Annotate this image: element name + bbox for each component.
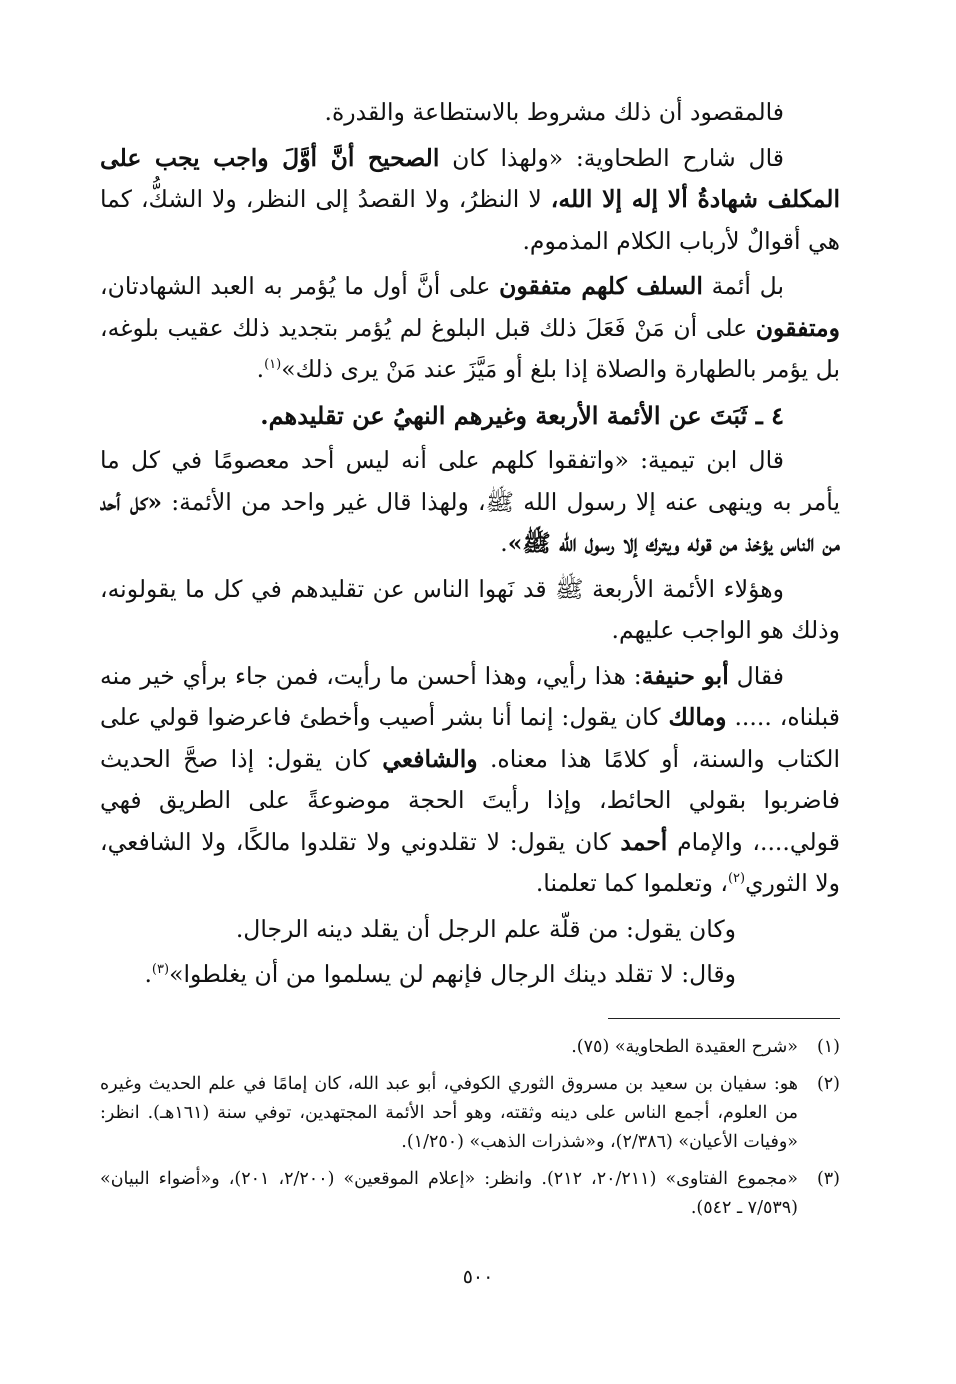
paragraph-text: كان يقول: إنما أنا بشر أصيب وأخطئ فاعرضوا قولي على الكتاب والسنة، أو كلامًا هذا معناه. — [100, 703, 840, 773]
paragraph-2 — [100, 138, 840, 263]
paragraph-text: كان يقول: لا تقلدوني ولا تقلدوا مالكًا، ولا الشافعي، ولا الثوري — [100, 827, 840, 897]
imam-name: أحمد — [620, 827, 668, 856]
bold-phrase: ومتفقون — [755, 313, 840, 342]
paragraph-text: بل أئمة — [702, 272, 784, 300]
footnote-1 — [100, 1033, 840, 1062]
footnote-2 — [100, 1070, 840, 1157]
paragraph-text: فالمقصود أن ذلك مشروط بالاستطاعة والقدرة. — [324, 98, 784, 126]
footnote-number: (٣) — [816, 1168, 840, 1189]
bold-phrase: الصحيح أنَّ أوَّلَ واجب يجب على المكلف شهادةُ ألا إله إلا الله، — [100, 143, 840, 213]
footnote-marker[interactable]: (٣) — [151, 962, 170, 977]
main-text — [100, 92, 840, 996]
footnote-text: «مجموع الفتاوى» (٢٠/٢١١، ٢١٢). وانظر: «إعلام الموقعين» (٢/٢٠٠، ٢٠١)، و«أضواء البيان» (٧/٥٣٩ ـ ٥٤٢). — [100, 1168, 798, 1218]
paragraph-6 — [100, 656, 840, 905]
paragraph-4 — [100, 440, 840, 565]
section-heading: ٤ ـ ثَبَتَ عن الأئمة الأربعة وغيرهم النهيُ عن تقليدهم. — [260, 400, 784, 430]
paragraph-text: . — [500, 529, 508, 557]
footnote-text: «شرح العقيدة الطحاوية» (٧٥). — [571, 1036, 798, 1057]
paragraph-8 — [100, 954, 840, 996]
paragraph-3 — [100, 266, 840, 391]
paragraph-text: لا النظرُ، ولا القصدُ إلى النظر، ولا الشكُّ، كما هي أقوالٌ لأرباب الكلام المذموم. — [100, 185, 840, 255]
paragraph-text: على أن مَنْ فَعَلَ ذلك قبل البلوغ لم يُؤمر بتجديد ذلك عقيب بلوغه، بل يؤمر بالطهارة والصلاة إذا بلغ أو مَيَّزَ عند مَنْ يرى ذلك» — [100, 313, 840, 383]
paragraph-text: ، وتعلموا كما تعلمنا. — [535, 869, 728, 897]
imam-name: أبو حنيفة — [641, 661, 729, 690]
paragraph-text: وهؤلاء الأئمة الأربعة ﷺ قد نَهوا الناس عن تقليدهم في كل ما يقولونه، وذلك هو الواجب عليهم. — [100, 574, 840, 644]
footnote-marker[interactable]: (١) — [264, 357, 282, 372]
footnote-text: هو: سفيان بن سعيد بن مسروق الثوري الكوفي، أبو عبد الله، كان إمامًا في علم الحديث وغيره من العلوم، أجمع الناس على دينه وثقته، وهو أحد الأئمة المجتهدين، توفي سنة (١٦١هـ). انظر: «وفيات الأعيان» (٢/٣٨٦)، و«شذرات الذهب» (١/٢٥٠). — [100, 1073, 798, 1152]
page-number: ٥٠٠ — [462, 1266, 494, 1288]
footnote-marker[interactable]: (٢) — [727, 871, 746, 886]
footnote-number: (١) — [816, 1036, 840, 1057]
paragraph-text: وقال: لا تقلد دينك الرجال فإنهم لن يسلموا من أن يغلطوا» — [169, 960, 736, 988]
footnote-separator — [608, 1018, 840, 1019]
footnote-3 — [100, 1165, 840, 1223]
paragraph-text: فقال — [728, 661, 784, 690]
imam-name: والشافعي — [382, 744, 478, 773]
paragraph-7 — [100, 909, 840, 951]
footnote-number: (٢) — [816, 1073, 840, 1094]
paragraph-text: : هذا رأيي، وهذا أحسن ما رأيت، فمن جاء برأي خير منه قبلناه، ..... — [100, 661, 840, 731]
paragraph-text: . — [256, 355, 265, 383]
bold-phrase: السلف كلهم متفقون — [499, 272, 703, 300]
paragraph-5 — [100, 569, 840, 652]
paragraph-text: . — [144, 960, 152, 988]
paragraph-text: قال شارح الطحاوية: «ولهذا كان — [439, 143, 784, 172]
paragraph-text: وكان يقول: من قلّة علم الرجل أن يقلد دينه الرجال. — [235, 914, 736, 943]
paragraph-1 — [100, 92, 840, 134]
bold-quote: «كل أحد من الناس يؤخذ من قوله ويترك إلا رسول الله ﷺ» — [100, 487, 840, 557]
paragraph-text: على أنَّ أول ما يُؤمر به العبد الشهادتان، — [100, 272, 500, 300]
imam-name: ومالك — [668, 703, 727, 731]
paragraph-text: كان يقول: إذا صحَّ الحديث فاضربوا بقولي الحائط، وإذا رأيتَ الحجة موضوعةً على الطريق فهي قولي....، والإمام — [100, 744, 840, 856]
footnotes — [100, 1033, 840, 1223]
paragraph-text: قال ابن تيمية: «واتفقوا كلهم على أنه ليس أحد معصومًا في كل ما يأمر به وينهى عنه إلا رسول الله ﷺ، ولهذا قال غير واحد من الأئمة: — [100, 446, 840, 516]
